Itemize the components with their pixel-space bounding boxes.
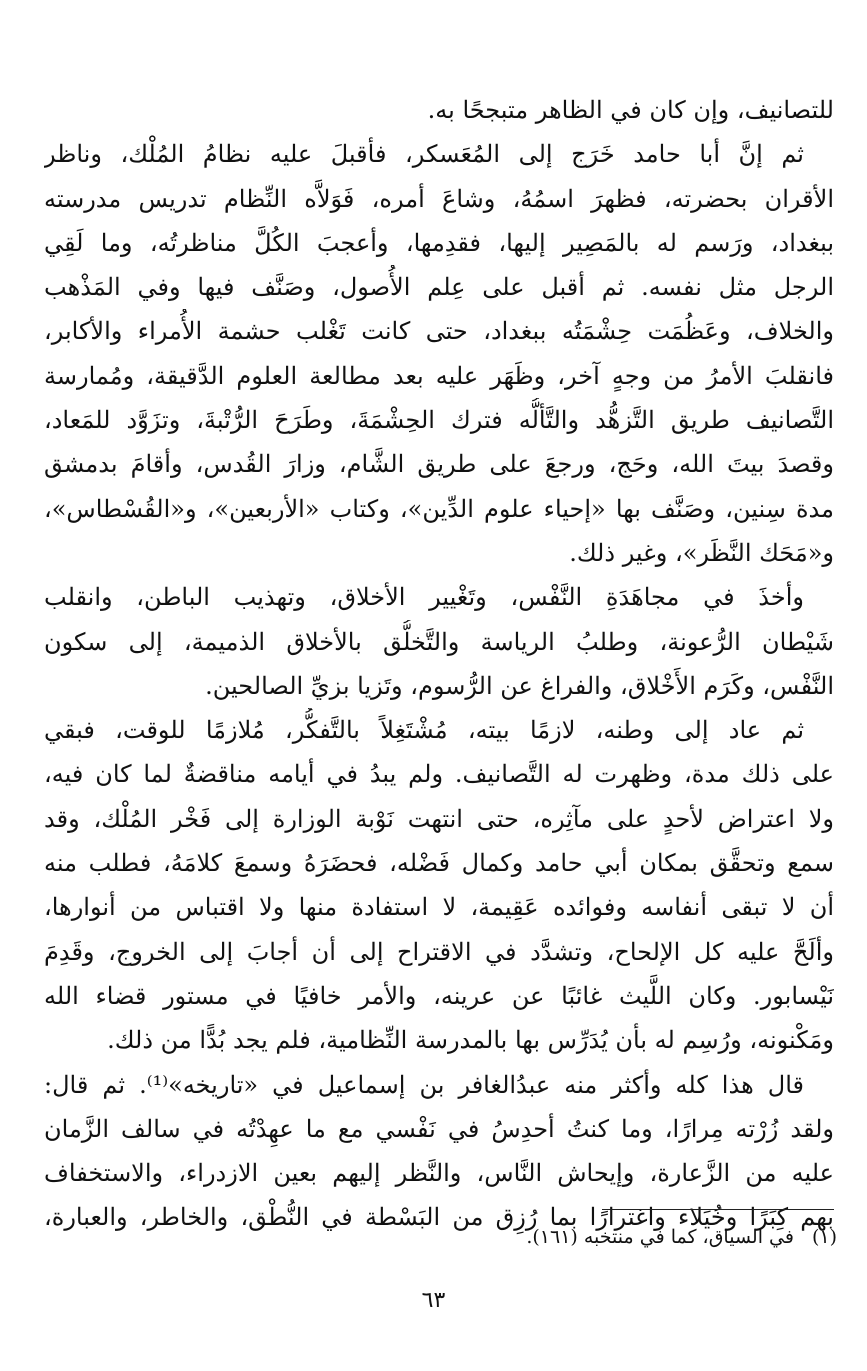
text-line: وألَحَّ عليه كل الإلحاح، وتشدَّد في الاقتراح إلى أن أجابَ إلى الخروج، وقَدِمَ xyxy=(44,937,834,966)
page-number: ٦٣ xyxy=(421,1288,446,1313)
text-line: ومَكْنونه، ورُسِم له بأن يُدَرِّس بها بالمدرسة النِّظامية، فلم يجد بُدًّا من ذلك. xyxy=(107,1026,834,1055)
text-line: ولا اعتراض لأحدٍ على مآثِره، حتى انتهت نَوْبة الوزارة إلى فَخْر المُلْك، وقد xyxy=(44,804,834,833)
text-line: الأقران بحضرته، فظهرَ اسمُهُ، وشاعَ أمره، فَوَلاَّه النِّظام تدريس مدرسته xyxy=(44,184,834,213)
text-line: عليه من الزَّعارة، وإيحاش النَّاس، والنَّظر إليهم بعين الازدراء، والاستخفاف xyxy=(44,1159,834,1188)
main-text xyxy=(44,88,834,1240)
footnote xyxy=(526,1222,837,1252)
text-line: الرجل مثل نفسه. ثم أقبل على عِلم الأُصول، وصَنَّف فيها وفي المَذْهب xyxy=(44,273,834,302)
text-line: فانقلبَ الأمرُ من وجهٍ آخر، وظَهَر عليه بعد مطالعة العلوم الدَّقيقة، ومُمارسة xyxy=(44,361,834,390)
text-line: ثم إنَّ أبا حامد خَرَج إلى المُعَسكر، فأقبلَ عليه نظامُ المُلْك، وناظر xyxy=(44,140,804,169)
text-line: وأخذَ في مجاهَدَةِ النَّفْس، وتَغْيير الأخلاق، وتهذيب الباطن، وانقلب xyxy=(44,583,804,612)
text-line: و«مَحَك النَّظَر»، وغير ذلك. xyxy=(569,538,834,567)
text-line: التَّصانيف طريق التَّزهُّد والتَّألُّه فترك الحِشْمَةَ، وطَرَحَ الرُّتْبةَ، وتزَوَّد للمَعاد، xyxy=(44,406,834,435)
footnote-number: (١) xyxy=(811,1226,837,1248)
text-line: النَّفْس، وكَرَم الأَخْلاق، والفراغ عن الرُّسوم، وتَزيا بزيِّ الصالحين. xyxy=(205,671,834,700)
text-line: قال هذا كله وأكثر منه عبدُالغافر بن إسماعيل في «تاريخه»⁽¹⁾. ثم قال: xyxy=(44,1070,805,1099)
text-line: ثم عاد إلى وطنه، لازمًا بيته، مُشْتَغِلاً بالتَّفكُّر، مُلازمًا للوقت، فبقي xyxy=(44,716,804,745)
footnote-text: في السياق، كما في منتخبه (١٦١). xyxy=(526,1226,794,1248)
text-line: نَيْسابور. وكان اللَّيث غائبًا عن عرينه، والأمر خافيًا في مستور قضاء الله xyxy=(44,981,834,1010)
text-line: مدة سِنين، وصَنَّف بها «إحياء علوم الدِّين»، وكتاب «الأربعين»، و«القُسْطاس»، xyxy=(44,494,834,523)
text-line: سمع وتحقَّق بمكان أبي حامد وكمال فَضْله، فحضَرَهُ وسمعَ كلامَهُ، فطلب منه xyxy=(44,849,834,878)
text-line: على ذلك مدة، وظهرت له التَّصانيف. ولم يبدُ في أيامه مناقضةٌ لما كان فيه، xyxy=(44,760,834,789)
text-line: وقصدَ بيتَ الله، وحَج، ورجعَ على طريق الشَّام، وزارَ القُدس، وأقامَ بدمشق xyxy=(44,450,834,479)
footnote-divider xyxy=(602,1209,834,1210)
text-line: أن لا تبقى أنفاسه وفوائده عَقِيمة، لا استفادة منها ولا اقتباس من أنوارها، xyxy=(44,893,834,922)
text-line: للتصانيف، وإن كان في الظاهر متبجحًا به. xyxy=(427,96,834,124)
text-line: بهم كِبَرًا وخُيَلاء واغترارًا بما رُزِق من البَسْطة في النُّطْق، والخاطر، والعبارة، xyxy=(44,1203,834,1232)
text-line: ولقد زُرْته مِرارًا، وما كنتُ أحدِسُ في نَفْسي مع ما عهِدْتُه في سالف الزَّمان xyxy=(44,1114,834,1143)
text-line: شَيْطان الرُّعونة، وطلبُ الرياسة والتَّخلُّق بالأخلاق الذميمة، إلى سكون xyxy=(44,627,834,656)
text-line: والخلاف، وعَظُمَت حِشْمَتُه ببغداد، حتى كانت تَغْلب حشمة الأُمراء والأكابر، xyxy=(44,317,834,346)
text-line: ببغداد، ورَسم له بالمَصِير إليها، فقدِمها، وأعجبَ الكُلَّ مناظرتُه، وما لَقِي xyxy=(44,228,834,257)
